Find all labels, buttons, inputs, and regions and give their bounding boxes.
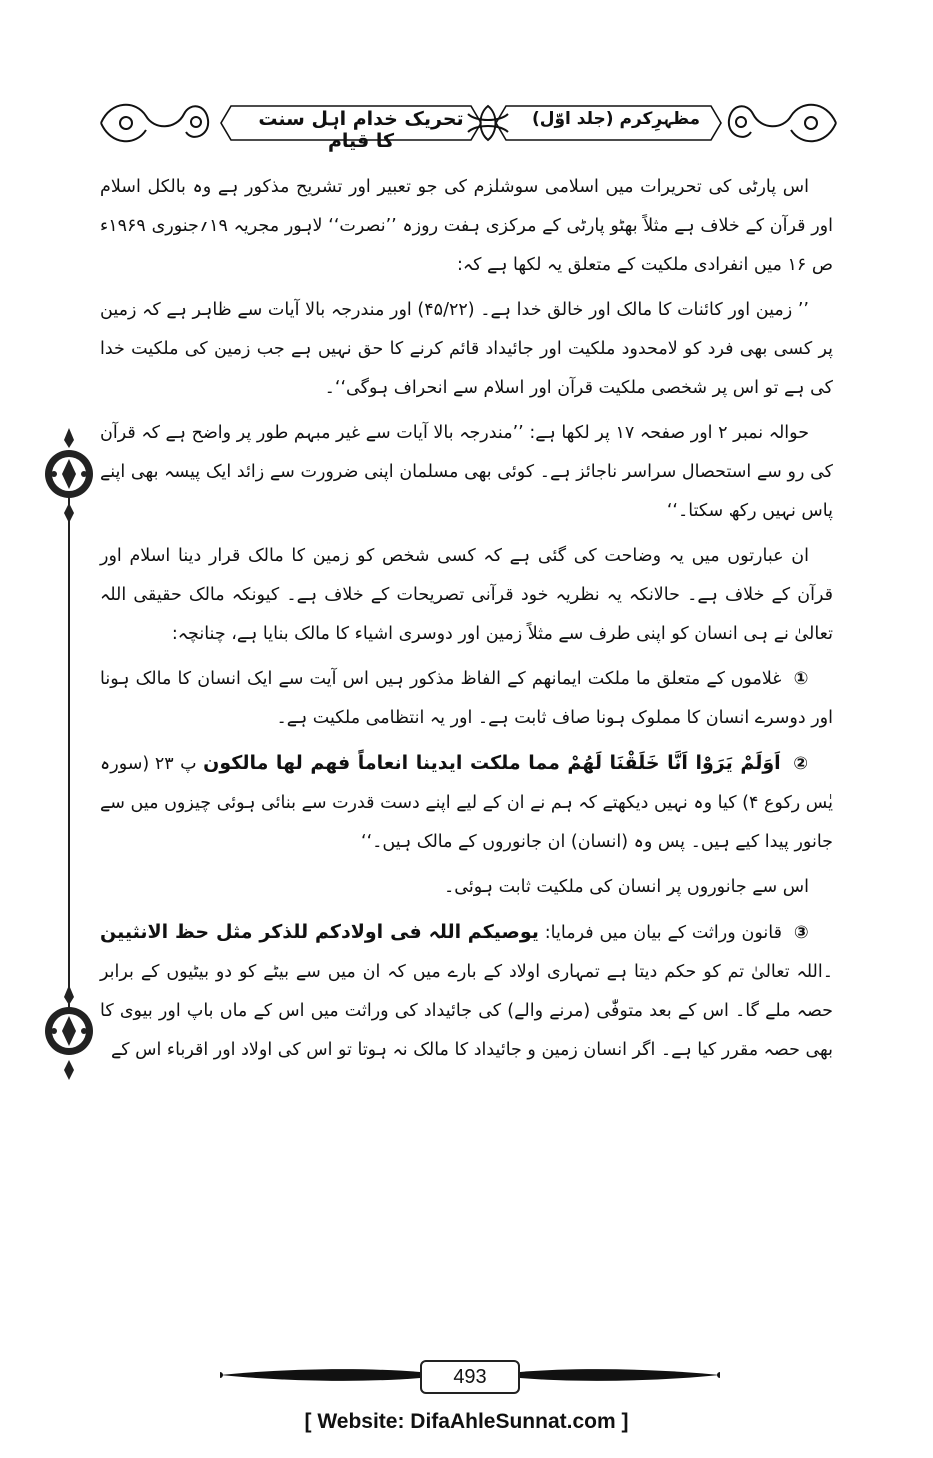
point-2	[100, 744, 833, 862]
page-header	[96, 92, 841, 154]
paragraph-explanation: ان عبارتوں میں یہ وضاحت کی گئی ہے کہ کسی شخص کو زمین کا مالک قرار دینا اسلام اور قرآن کے خلاف ہے۔ حالانکہ یہ نظریہ خود قرآنی تصریحات کے خلاف ہے۔ کیونکہ مالک حقیقی اللہ تعالیٰ نے ہی انسان کو اپنی طرف سے مثلاً زمین اور دوسری اشیاء کا مالک بنایا ہے، چنانچہ:	[100, 546, 833, 644]
page-body	[100, 168, 833, 1076]
margin-rule	[68, 470, 70, 1010]
point-3-text: ۔اللہ تعالیٰ تم کو حکم دیتا ہے تمہاری اولاد کے بارے میں کہ ان میں سے بیٹے کو دو بیٹیوں کے برابر حصہ ملے گا۔ اس کے بعد متوفّٰی (مرنے والے) کی جائیداد کی وراثت میں اس کے ماں باپ اور بیوی کا بھی حصہ مقرر کیا ہے۔ اگر انسان زمین و جائیداد کا مالک نہ ہوتا تو اس کی اولاد اور اقرباء اس کے	[100, 962, 833, 1060]
point-3-verse: یوصیکم اللہ فی اولادکم للذکر مثل حظ الانثیین	[100, 921, 539, 943]
chapter-title: تحریک خدام اہل سنت کا قیام	[258, 108, 464, 152]
point-1	[100, 660, 833, 738]
paragraph-quote-2: حوالہ نمبر ۲ اور صفحہ ۱۷ پر لکھا ہے: ’’مندرجہ بالا آیات سے غیر مبہم طور پر واضح ہے کہ قرآن کی رو سے استحصال سراسر ناجائز ہے۔ کوئی بھی مسلمان اپنی ضرورت سے زائد ایک پیسہ بھی اپنے پاس نہیں رکھ سکتا۔‘‘	[100, 423, 833, 521]
point-1-text: غلاموں کے متعلق ما ملکت ایمانھم کے الفاظ مذکور ہیں اس آیت سے ایک انسان کا مالک ہونا اور دوسرے انسان کا مملوک ہونا صاف ثابت ہے۔ اور یہ انتظامی ملکیت ہے۔	[100, 669, 833, 728]
book-title: مظہرِکرم (جلد اوّل)	[531, 109, 701, 129]
point-1-number: ①	[793, 669, 809, 689]
paragraph-quote-1: ’’ زمین اور کائنات کا مالک اور خالق خدا ہے۔ (۴۵/۲۲) اور مندرجہ بالا آیات سے ظاہر ہے کہ زمین پر کسی بھی فرد کو لامحدود ملکیت اور جائیداد قائم کرنے کا حق نہیں ہے جب زمین کی ملکیت خدا کی ہے تو اس پر شخصی ملکیت قرآن اور اسلام سے انحراف ہوگی‘‘۔	[100, 300, 833, 398]
point-3-number: ③	[793, 923, 809, 943]
point-2-text: پ ۲۳ (سورہ یٰس رکوع ۴) کیا وہ نہیں دیکھتے کہ ہم نے ان کے لیے اپنے دست قدرت سے بنائی ہوئی چیزوں میں سے جانور پیدا کیے ہیں۔ پس وہ (انسان) ان جانوروں کے مالک ہیں۔‘‘	[100, 754, 833, 852]
paragraph-intro: اس پارٹی کی تحریرات میں اسلامی سوشلزم کی جو تعبیر اور تشریح مذکور ہے وہ بالکل اسلام اور قرآن کے خلاف ہے مثلاً بھٹو پارٹی کے مرکزی ہفت روزہ ’’نصرت‘‘ لاہور مجریہ ۱۹؍جنوری ۱۹۶۹ء ص ۱۶ میں انفرادی ملکیت کے متعلق یہ لکھا ہے کہ:	[100, 177, 833, 275]
page-number: 493	[420, 1360, 520, 1394]
point-2-verse: اَوَلَمْ يَرَوْا اَنَّا خَلَقْنَا لَهُمْ مما ملکت ایدینا انعاماً فھم لھا مالکون	[203, 752, 781, 774]
point-2-conclusion: اس سے جانوروں پر انسان کی ملکیت ثابت ہوئی۔	[444, 877, 809, 897]
point-2-number: ②	[793, 754, 809, 774]
point-3-lead: قانون وراثت کے بیان میں فرمایا:	[544, 923, 783, 943]
margin-ornament-bottom-icon	[40, 985, 98, 1080]
point-3	[100, 913, 833, 1070]
margin-ornament-top-icon	[40, 428, 98, 523]
website-link[interactable]: [ Website: DifaAhleSunnat.com ]	[304, 1410, 629, 1433]
